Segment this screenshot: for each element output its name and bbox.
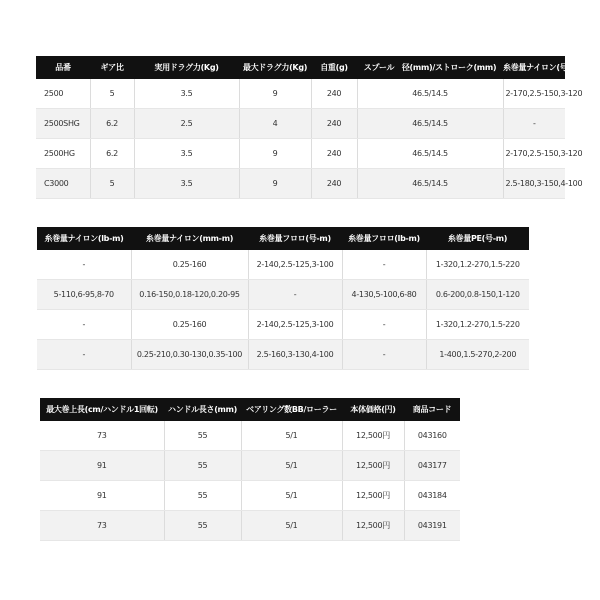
table-cell: 043177	[404, 451, 460, 481]
table-cell: C3000	[36, 169, 90, 199]
table-cell: 043191	[404, 511, 460, 541]
header-pe-go: 糸巻量PE(号-m)	[426, 227, 529, 250]
table-cell: 3.5	[134, 169, 239, 199]
table-cell: 12,500円	[342, 421, 404, 451]
table-row	[40, 421, 460, 451]
header-practical-drag: 実用ドラグ力(Kg)	[134, 56, 239, 79]
spec-table-1	[36, 56, 583, 199]
header-model: 品番	[36, 56, 90, 79]
table-cell: 2500	[36, 79, 90, 109]
table-cell: 3.5	[134, 79, 239, 109]
table-cell: 46.5/14.5	[357, 109, 503, 139]
spec-table-3	[40, 398, 460, 541]
table-cell: 043160	[404, 421, 460, 451]
table-cell: 2-140,2.5-125,3-100	[248, 310, 342, 340]
table-cell: 46.5/14.5	[357, 79, 503, 109]
header-max-drag: 最大ドラグ力(Kg)	[239, 56, 311, 79]
table-cell: 12,500円	[342, 481, 404, 511]
table-cell: 2500SHG	[36, 109, 90, 139]
table-cell: 55	[164, 511, 241, 541]
table-cell: -	[342, 340, 426, 370]
table-cell: 0.6-200,0.8-150,1-120	[426, 280, 529, 310]
header-fluoro-lb: 糸巻量フロロ(lb-m)	[342, 227, 426, 250]
header-nylon-lb: 糸巻量ナイロン(lb-m)	[37, 227, 131, 250]
table-cell: 9	[239, 169, 311, 199]
table-row	[37, 310, 529, 340]
table-row	[37, 340, 529, 370]
table-row	[36, 79, 565, 109]
table-cell: 5/1	[241, 481, 342, 511]
table-cell: 0.25-210,0.30-130,0.35-100	[131, 340, 248, 370]
header-max-retrieve: 最大巻上長(cm/ハンドル1回転)	[40, 398, 164, 421]
table-cell: -	[37, 310, 131, 340]
header-weight: 自重(g)	[311, 56, 357, 79]
table-cell: -	[248, 280, 342, 310]
header-handle-length: ハンドル長さ(mm)	[164, 398, 241, 421]
table-cell: 12,500円	[342, 451, 404, 481]
table-row	[37, 280, 529, 310]
table-cell: 4	[239, 109, 311, 139]
header-product-code: 商品コード	[404, 398, 460, 421]
header-nylon-mm: 糸巻量ナイロン(mm-m)	[131, 227, 248, 250]
table-cell: 3.5	[134, 139, 239, 169]
table-row	[40, 511, 460, 541]
table-cell: 5/1	[241, 511, 342, 541]
table-row	[40, 451, 460, 481]
table-cell: 6.2	[90, 139, 134, 169]
table-cell: -	[37, 340, 131, 370]
header-price: 本体価格(円)	[342, 398, 404, 421]
table-cell: 5/1	[241, 421, 342, 451]
table-cell: 240	[311, 79, 357, 109]
table-header-row	[40, 398, 460, 421]
header-nylon-go: 糸巻量ナイロン(号-m)	[503, 56, 565, 79]
table-cell: 4-130,5-100,6-80	[342, 280, 426, 310]
table-cell: 5	[90, 169, 134, 199]
table-cell: 1-320,1.2-270,1.5-220	[426, 250, 529, 280]
table-cell: 2.5	[134, 109, 239, 139]
table-cell: 9	[239, 79, 311, 109]
table-header-row	[36, 56, 565, 79]
table-cell: 91	[40, 481, 164, 511]
table-cell: 2.5-160,3-130,4-100	[248, 340, 342, 370]
table-cell: 2.5-180,3-150,4-100	[503, 169, 565, 199]
table-cell: 043184	[404, 481, 460, 511]
table-row	[40, 481, 460, 511]
table-cell: 2-170,2.5-150,3-120	[503, 139, 565, 169]
header-gear-ratio: ギア比	[90, 56, 134, 79]
table-cell: 2-140,2.5-125,3-100	[248, 250, 342, 280]
table-cell: 6.2	[90, 109, 134, 139]
spec-table-2	[37, 227, 529, 370]
table-cell: 55	[164, 451, 241, 481]
table-cell: 240	[311, 139, 357, 169]
table-row	[36, 139, 565, 169]
table-cell: 5	[90, 79, 134, 109]
table-cell: 55	[164, 481, 241, 511]
table-cell: 2500HG	[36, 139, 90, 169]
table-header-row	[37, 227, 529, 250]
table-cell: 91	[40, 451, 164, 481]
table-cell: 0.16-150,0.18-120,0.20-95	[131, 280, 248, 310]
table-cell: 2-170,2.5-150,3-120	[503, 79, 565, 109]
table-cell: 12,500円	[342, 511, 404, 541]
header-fluoro-go: 糸巻量フロロ(号-m)	[248, 227, 342, 250]
table-cell: 5/1	[241, 451, 342, 481]
table-cell: 46.5/14.5	[357, 169, 503, 199]
table-cell: 9	[239, 139, 311, 169]
table-row	[36, 169, 565, 199]
table-cell: -	[37, 250, 131, 280]
table-row	[36, 109, 565, 139]
table-cell: 73	[40, 421, 164, 451]
table-cell: 73	[40, 511, 164, 541]
table-cell: 0.25-160	[131, 310, 248, 340]
table-cell: 1-400,1.5-270,2-200	[426, 340, 529, 370]
table-cell: -	[503, 109, 565, 139]
table-cell: 55	[164, 421, 241, 451]
header-bearings: ベアリング数BB/ローラー	[241, 398, 342, 421]
table-row	[37, 250, 529, 280]
table-cell: 240	[311, 169, 357, 199]
header-spool: スプール 径(mm)/ストローク(mm)	[357, 56, 503, 79]
table-cell: 46.5/14.5	[357, 139, 503, 169]
table-cell: 240	[311, 109, 357, 139]
table-cell: 0.25-160	[131, 250, 248, 280]
table-cell: -	[342, 310, 426, 340]
table-cell: -	[342, 250, 426, 280]
table-cell: 5-110,6-95,8-70	[37, 280, 131, 310]
table-cell: 1-320,1.2-270,1.5-220	[426, 310, 529, 340]
